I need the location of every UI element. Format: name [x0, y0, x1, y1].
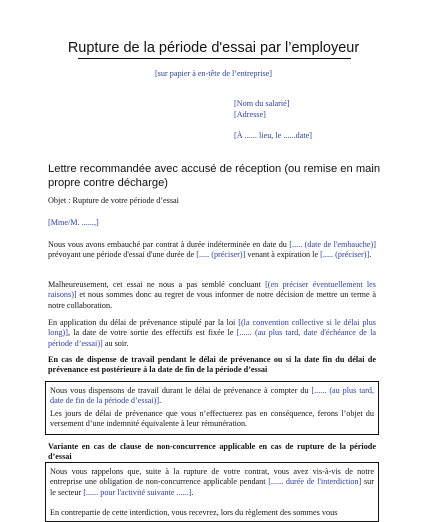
salutation: [Mme/M. ......,]: [48, 218, 99, 227]
title-underline: [78, 58, 351, 59]
letterhead-note: [sur papier à en-tête de l’entreprise]: [154, 69, 273, 78]
recipient-name: [Nom du salarié]: [234, 99, 290, 108]
letter-subject: Objet : Rupture de votre période d’essai: [48, 196, 179, 205]
heading-non-concurrence: Variante en cas de clause de non-concurrence applicable en cas de rupture de la période d’essai: [48, 442, 376, 462]
paragraph-prevenance: En application du délai de prévenance stipulé par la loi [(la convention collective si le délai plus long)], la date de votre sortie des effectifs est fixée le [...... (au plus tard, date d'échéance de la période d’essai)] au soir.: [48, 318, 376, 348]
dispense-paragraph-1: Nous vous dispensons de travail durant le délai de prévenance à compter du [...... (au plus tard, date de fin de la période d’essai)].: [50, 386, 374, 406]
dispense-box: [45, 381, 379, 435]
non-concurrence-box: [45, 462, 379, 522]
recipient-address: [Adresse]: [234, 110, 266, 119]
delivery-method: Lettre recommandée avec accusé de réception (ou remise en main propre contre décharge): [48, 163, 381, 189]
page-title: Rupture de la période d'essai par l’employeur: [67, 40, 360, 56]
non-concurrence-paragraph: Nous vous rappelons que, suite à la rupture de votre contrat, vous avez vis-à-vis de notre entreprise une obligation de non-concurrence applicable pendant [...... durée de l'interdiction] sur le secteur [...... pour l'activité suivante ......].: [50, 467, 374, 497]
place-date: [À ...... lieu, le ......date]: [234, 131, 312, 140]
contrepartie-paragraph: En contrepartie de cette interdiction, vous recevrez, lors du règlement des sommes vous: [50, 508, 338, 517]
paragraph-embauche: Nous vous avons embauché par contrat à durée indéterminée en date du [..... (date de l'embauche)] prévoyant une période d'essai d'une durée de [..... (préciser)] venant à expiration le [..... (préciser)].: [48, 240, 376, 260]
heading-dispense: En cas de dispense de travail pendant le délai de prévenance ou si la date fin du délai de prévenance est postérieure à la date de fin de la période d’essai: [48, 355, 376, 375]
paragraph-non-concluant: Malheureusement, cet essai ne nous a pas semblé concluant [(en préciser éventuellement les raisons)] et nous sommes donc au regret de vous informer de notre décision de mettre un terme à notre collaboration.: [48, 280, 376, 310]
dispense-paragraph-2: Les jours de délai de prévenance que vous n’effectuerez pas en conséquence, ferons l’objet du versement d’une indemnité équivalente à leur rémunération.: [50, 409, 374, 429]
